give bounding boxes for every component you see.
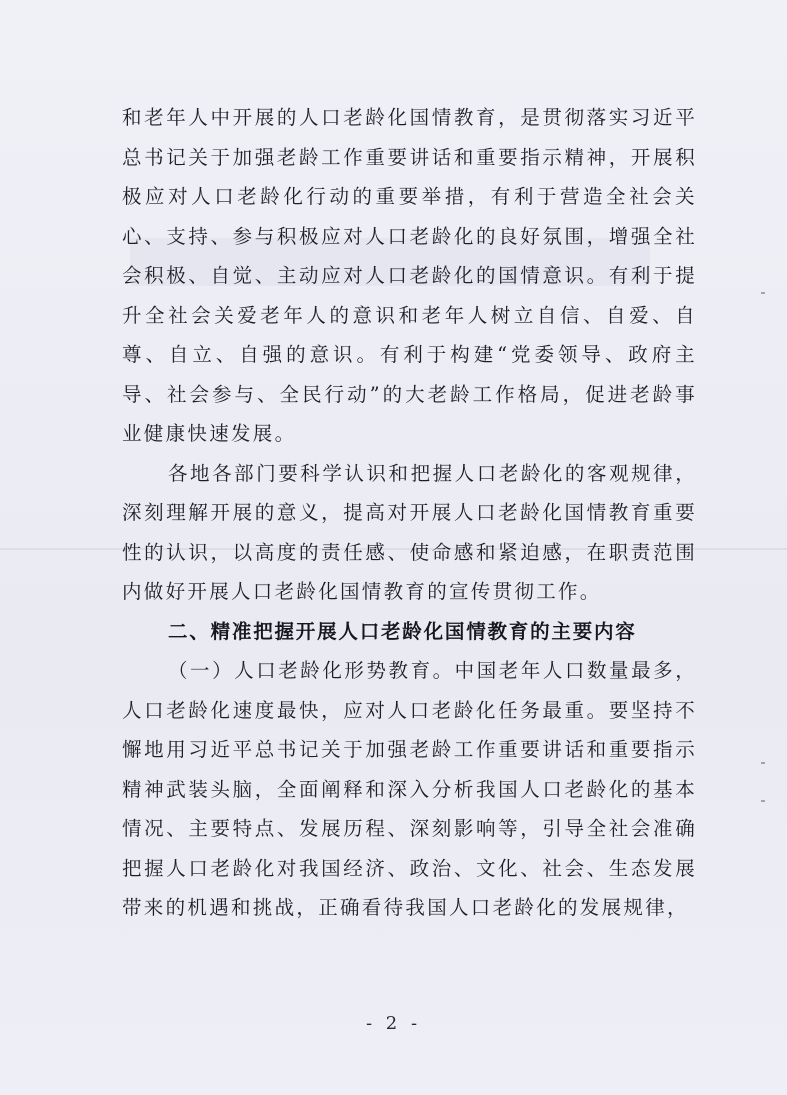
margin-mark [761, 800, 765, 802]
page-number: - 2 - [365, 1013, 422, 1034]
margin-mark [761, 762, 765, 764]
document-body [122, 98, 697, 928]
margin-mark [761, 292, 765, 294]
body-paragraph-continuation: 和老年人中开展的人口老龄化国情教育，是贯彻落实习近平总书记关于加强老龄工作重要讲话和重要指示精神，开展积极应对人口老龄化行动的重要举措，有利于营造全社会关心、支持、参与积极应对人口老龄化的良好氛围，增强全社会积极、自觉、主动应对人口老龄化的国情意识。有利于提升全社会关爱老年人的意识和老年人树立自信、自爱、自尊、自立、自强的意识。有利于构建“党委领导、政府主导、社会参与、全民行动”的大老龄工作格局，促进老龄事业健康快速发展。 [122, 106, 697, 445]
section-heading: 二、精准把握开展人口老龄化国情教育的主要内容 [168, 619, 637, 643]
body-paragraph: 各地各部门要科学认识和把握人口老龄化的客观规律，深刻理解开展的意义，提高对开展人口老龄化国情教育重要性的认识，以高度的责任感、使命感和紧迫感，在职责范围内做好开展人口老龄化国情教育的宣传贯彻工作。 [122, 461, 697, 603]
body-paragraph: （一）人口老龄化形势教育。中国老年人口数量最多，人口老龄化速度最快，应对人口老龄化任务最重。要坚持不懈地用习近平总书记关于加强老龄工作重要讲话和重要指示精神武装头脑，全面阐释和深入分析我国人口老龄化的基本情况、主要特点、发展历程、深刻影响等，引导全社会准确把握人口老龄化对我国经济、政治、文化、社会、生态发展带来的机遇和挑战，正确看待我国人口老龄化的发展规律， [122, 659, 697, 919]
